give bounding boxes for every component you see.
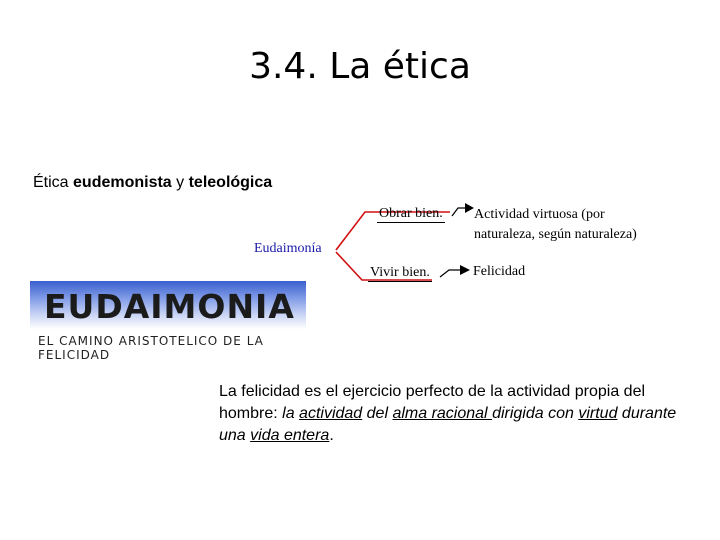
paragraph-durante: durante una <box>219 405 677 444</box>
diagram-branch-obrar: Obrar bien. <box>379 206 443 221</box>
paragraph-dirigida: dirigida con <box>492 405 579 422</box>
definition-paragraph <box>219 381 689 447</box>
subtitle-and: y <box>171 174 189 191</box>
banner-caption: EL CAMINO ARISTOTELICO DE LA FELICIDAD <box>38 334 264 362</box>
subtitle-ethics: Ética <box>33 174 74 191</box>
paragraph-virtud: virtud <box>578 405 618 422</box>
subtitle-eudemonist: eudemonista <box>73 174 172 191</box>
diagram-result-felicidad: Felicidad <box>473 264 526 279</box>
diagram-branch-vivir: Vivir bien. <box>370 265 430 280</box>
diagram-root-eudaimonia: Eudaimonía <box>254 241 322 256</box>
paragraph-actividad: actividad <box>299 405 363 422</box>
paragraph-alma-racional: alma racional <box>392 405 493 422</box>
eudaimonia-banner-image <box>30 281 306 362</box>
paragraph-period: . <box>329 427 334 444</box>
paragraph-vida-entera: vida entera <box>250 427 330 444</box>
subtitle-teleological: teleológica <box>188 174 273 191</box>
paragraph-del: del <box>362 405 393 422</box>
slide-title: 3.4. La ética <box>249 46 471 87</box>
arrow-icon-bottom <box>440 265 470 277</box>
banner-title: EUDAIMONIA <box>44 287 295 326</box>
paragraph-la: la <box>282 405 300 422</box>
arrow-icon-top <box>452 203 474 216</box>
paragraph-emphasis <box>219 405 676 444</box>
diagram-result-actividad: Actividad virtuosa (por naturaleza, según naturaleza) <box>474 207 637 242</box>
paragraph-intro: La felicidad es el ejercicio perfecto de la actividad propia del hombre: <box>219 383 646 422</box>
